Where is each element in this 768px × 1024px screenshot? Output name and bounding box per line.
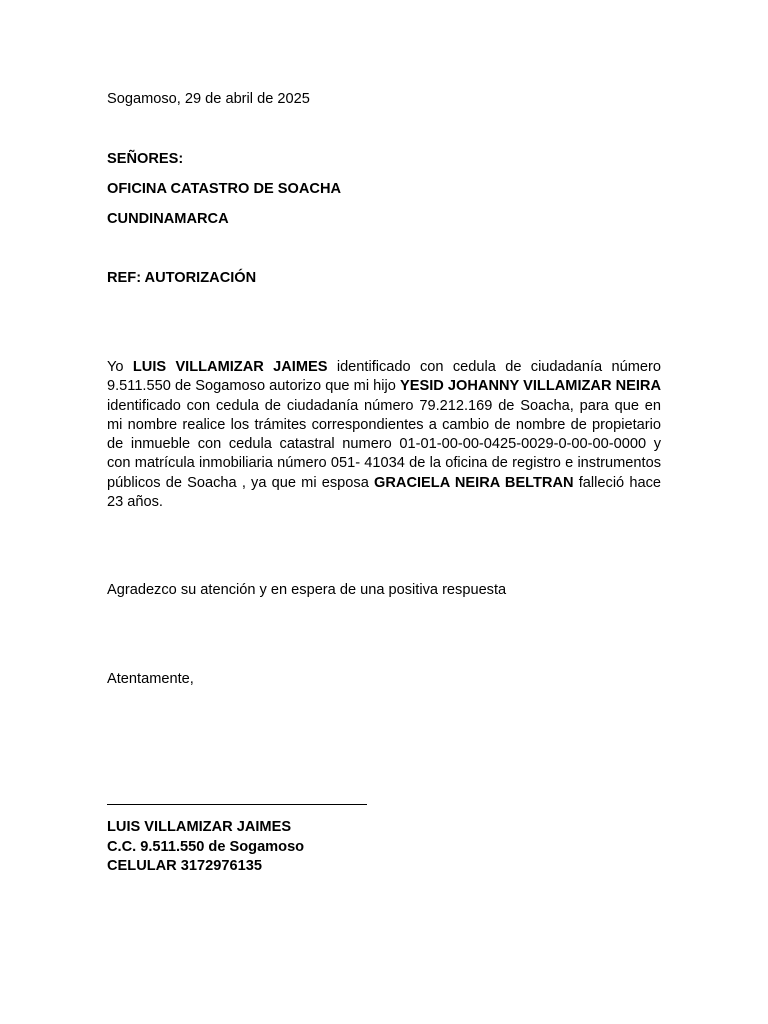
grantor-name: LUIS VILLAMIZAR JAIMES [132,359,328,375]
signer-phone: CELULAR 3172976135 [107,858,262,874]
addressee-office: OFICINA CATASTRO DE SOACHA [107,181,342,197]
body-text-1: Yo [107,359,133,375]
letter-date: Sogamoso, 29 de abril de 2025 [107,91,310,107]
reference-line: REF: AUTORIZACIÓN [107,270,257,286]
addressee-region: CUNDINAMARCA [107,211,229,227]
addressee-salutation: SEÑORES: [107,151,184,167]
signer-id: C.C. 9.511.550 de Sogamoso [107,839,305,855]
signer-name: LUIS VILLAMIZAR JAIMES [107,819,292,835]
body-text-2: identificado con cedula de ciudadanía número 9.511.550 de Sogamoso autorizo que mi hijo [107,359,661,395]
letter-body [107,358,661,512]
body-text-4: falleció hace 23 años. [107,474,662,511]
body-text-3: identificado con cedula de ciudadanía número 79.212.169 de Soacha, para que en mi nombre realice los trámites correspondientes a cambio de nombre de propietario de inmueble con cedula catastral numero 01-01-00-00-0425-0029-0-00-00-0000 y con matrícula inmobiliaria número 051- 41034 de la oficina de registro e instrumentos públicos de Soacha , ya que mi esposa [107,397,661,491]
spouse-name: GRACIELA NEIRA BELTRAN [374,474,574,491]
closing-line: Atentamente, [107,671,194,687]
thanks-line: Agradezco su atención y en espera de una positiva respuesta [107,582,507,598]
signature-line [107,804,367,805]
authorized-person-name: YESID JOHANNY VILLAMIZAR NEIRA [400,378,662,395]
